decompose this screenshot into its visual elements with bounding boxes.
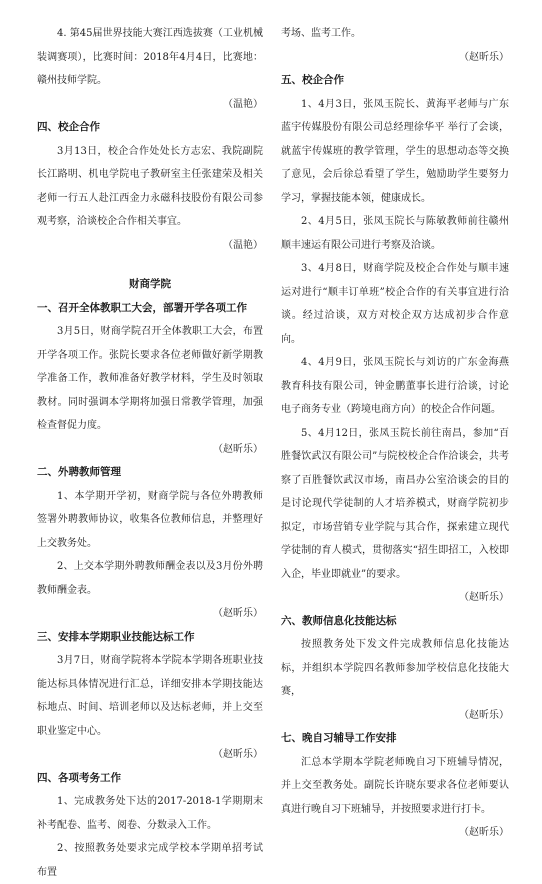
paragraph-skill-standard: 3月7日，财商学院将本学院本学期各班职业技能达标具体情况进行汇总，详细安排本学期技能达标地点、时间、培训老师以及达标老师，并上交至职业鉴定中心。 — [37, 655, 263, 737]
left-column — [37, 22, 263, 884]
signature: （赵昕乐） — [459, 592, 509, 603]
competition-item-4: 4. 第45届世界技能大赛江西选拔赛（工业机械装调赛项），比赛时间：2018年4月4日，比赛地：赣州技师学院。 — [37, 28, 263, 86]
section-heading-exam-affairs: 四、各项考务工作 — [37, 771, 121, 784]
paragraph-external-teachers-2: 2、上交本学期外聘教师酬金表以及3月份外聘教师酬金表。 — [37, 561, 263, 596]
signature: （赵昕乐） — [459, 51, 509, 63]
paragraph-school-enterprise: 3月13日，校企合作处处长方志宏、我院副院长江路明、机电学院电子教研室主任张建荣及相关老师一行五人赴江西金力永磁科技股份有限公司参观考察，洽谈校企合作相关事宜。 — [37, 145, 263, 227]
paragraph-cooperation-1: 1、4月3日，张凤玉院长、黄海平老师与广东蓝宇传媒股份有限公司总经理徐华平 举行了会谈，就蓝宇传媒班的教学管理，学生的思想动态等交换了意见，会后徐总看望了学生，勉励助学生要努力学习，掌握技能本领，健康成长。 — [281, 98, 509, 204]
section-heading-school-enterprise-2: 五、校企合作 — [281, 74, 344, 86]
section-heading-staff-meeting: 一、召开全体教职工大会，部署开学各项工作 — [37, 301, 247, 314]
paragraph-evening-study: 汇总本学期本学院老师晚自习下班辅导情况，并上交至教务处。副院长许晓东要求各位老师要认真进行晚自习下班辅导，并按照要求进行打卡。 — [281, 756, 509, 815]
paragraph-cooperation-2: 2、4月5日，张凤玉院长与陈敏教师前往赣州顺丰速运有限公司进行考察及洽谈。 — [281, 216, 509, 251]
paragraph-cooperation-3: 3、4月8日，财商学院及校企合作处与顺丰速运对进行“顺丰订单班”校企合作的有关事宜进行洽谈。经过洽谈，双方对校企双方达成初步合作意向。 — [281, 263, 509, 345]
signature: （赵昕乐） — [213, 608, 263, 619]
paragraph-exam-affairs-2: 2、按照教务处要求完成学校本学期单招考试布置 — [37, 843, 263, 878]
paragraph-cooperation-4: 4、4月9日，张凤玉院长与刘访的广东金海燕教育科技有限公司，钟金鹏董事长进行洽谈，讨论电子商务专业（跨境电商方向）的校企合作问题。 — [281, 357, 509, 415]
college-title: 财商学院 — [129, 278, 171, 290]
signature: （赵昕乐） — [213, 749, 263, 760]
paragraph-external-teachers-1: 1、本学期开学初，财商学院与各位外聘教师签署外聘教师协议，收集各位教师信息，并整理好上交教务处。 — [37, 490, 263, 549]
paragraph-exam-affairs-1: 1、完成教务处下达的2017-2018-1学期期末补考配卷、监考、阅卷、分数录入工作。 — [37, 796, 263, 831]
section-heading-school-enterprise: 四、校企合作 — [37, 121, 100, 133]
signature: （温艳） — [223, 239, 263, 251]
signature: （赵昕乐） — [459, 709, 509, 721]
right-column — [281, 22, 509, 845]
paragraph-exam-affairs-continued: 考场、监考工作。 — [281, 28, 361, 39]
paragraph-staff-meeting: 3月5日，财商学院召开全体教职工大会，布置开学各项工作。张院长要求各位老师做好新学期教学准备工作，教师准备好教学材料，学生及时领取教材。同时强调本学期将加强日常教学管理，加强检查督促力度。 — [37, 326, 263, 431]
section-heading-external-teachers: 二、外聘教师管理 — [37, 466, 121, 478]
section-heading-teacher-it-skills: 六、教师信息化技能达标 — [281, 614, 397, 627]
signature: （赵昕乐） — [213, 443, 263, 455]
section-heading-evening-study: 七、晚自习辅导工作安排 — [281, 732, 397, 744]
signature: （赵昕乐） — [459, 827, 509, 838]
paragraph-cooperation-5: 5、4月12日，张凤玉院长前往南昌，参加“百胜餐饮武汉有限公司”与院校校企合作洽谈会，共考察了百胜餐饮武汉市场，南昌办公室洽谈会的目的是讨论现代学徒制的人才培养模式，财商学院初步拟定，市场营销专业学院与其合作，探索建立现代学徒制的育人模式，贯彻落实“招生即招工，入校即入企，毕业即就业”的要求。 — [281, 427, 509, 580]
signature: （温艳） — [223, 98, 263, 110]
section-heading-skill-standard: 三、安排本学期职业技能达标工作 — [37, 630, 195, 643]
paragraph-teacher-it-skills: 按照教务处下发文件完成教师信息化技能达标，并组织本学院四名教师参加学校信息化技能大赛， — [281, 639, 509, 697]
